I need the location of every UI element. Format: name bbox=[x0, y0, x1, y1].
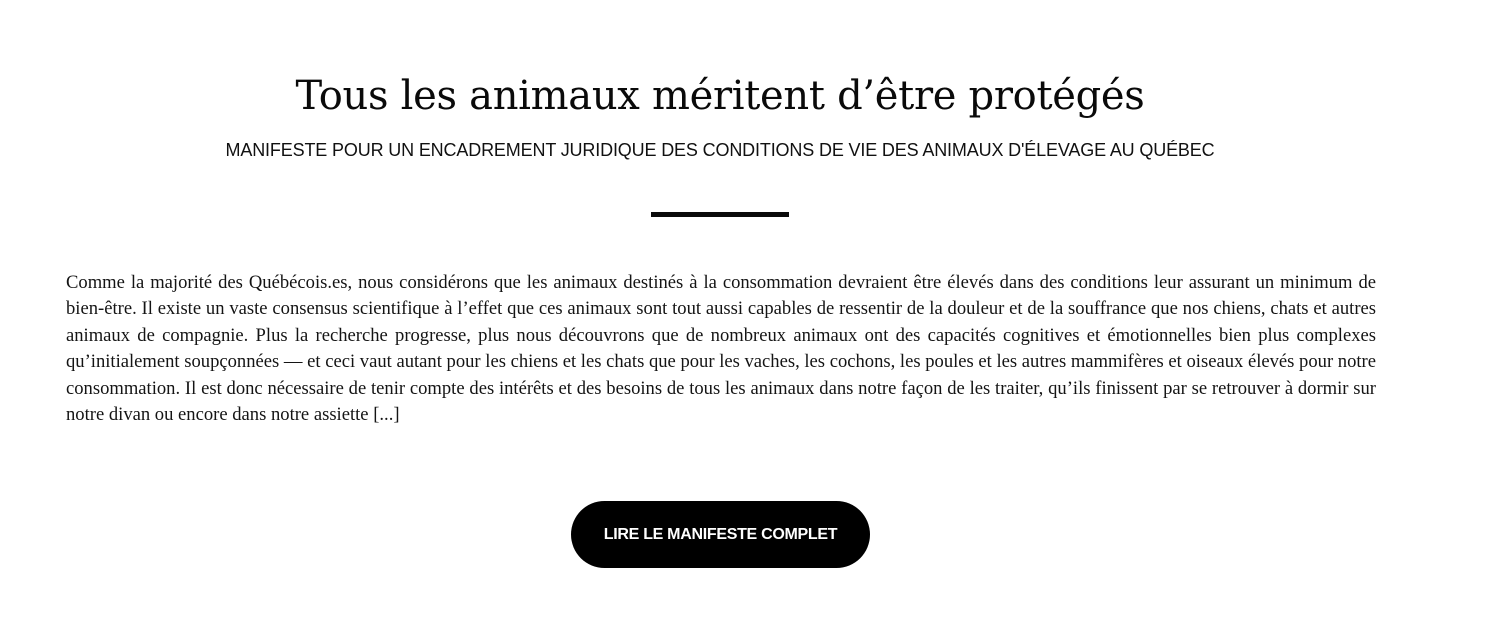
page-subtitle: MANIFESTE POUR UN ENCADREMENT JURIDIQUE DES CONDITIONS DE VIE DES ANIMAUX D'ÉLEVAGE AU QUÉBEC bbox=[225, 140, 1215, 160]
title-divider bbox=[651, 212, 789, 217]
read-full-manifesto-button[interactable] bbox=[571, 501, 870, 568]
manifesto-intro-text: Comme la majorité des Québécois.es, nous considérons que les animaux destinés à la consommation devraient être élevés dans des conditions leur assurant un minimum de bien-être. Il existe un vaste consensus scientifique à l’effet que ces animaux sont tout aussi capables de ressentir de la douleur et de la souffrance que nos chiens, chats et autres animaux de compagnie. Plus la recherche progresse, plus nous découvrons que de nombreux animaux ont des capacités cognitives et émotionnelles bien plus complexes qu’initialement soupçonnées — et ceci vaut autant pour les chiens et les chats que pour les vaches, les cochons, les poules et les autres mammifères et oiseaux élevés pour notre consommation. Il est donc nécessaire de tenir compte des intérêts et des besoins de tous les animaux dans notre façon de les traiter, qu’ils finissent par se retrouver à dormir sur notre divan ou encore dans notre assiette [...] bbox=[66, 272, 1376, 426]
read-full-manifesto-label: LIRE LE MANIFESTE COMPLET bbox=[603, 525, 838, 543]
page-title: Tous les animaux méritent d’être protégés bbox=[295, 73, 1145, 119]
